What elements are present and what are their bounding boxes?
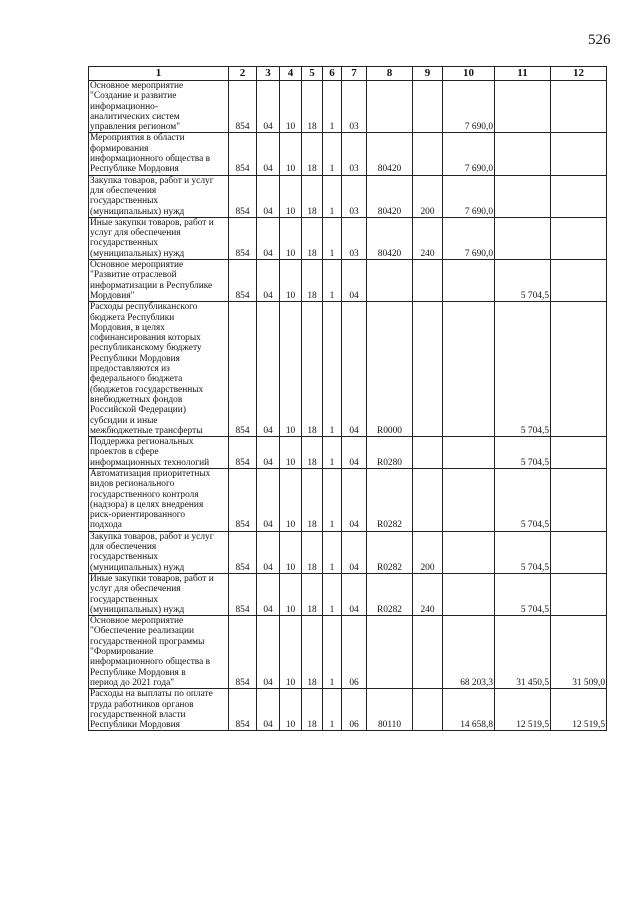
grbs-code: 854 xyxy=(229,260,257,302)
table-row xyxy=(89,217,607,259)
direction-code xyxy=(367,81,413,133)
section-code: 04 xyxy=(257,531,280,573)
table-row xyxy=(89,573,607,615)
program-code: 18 xyxy=(302,260,323,302)
subprogram-code: 1 xyxy=(323,133,342,175)
event-code: 03 xyxy=(342,133,367,175)
column-header: 6 xyxy=(323,67,342,81)
table-row xyxy=(89,531,607,573)
amount-2021 xyxy=(551,175,607,217)
direction-code: R0282 xyxy=(367,468,413,531)
program-code: 18 xyxy=(302,616,323,689)
amount-2019 xyxy=(443,437,495,469)
grbs-code: 854 xyxy=(229,437,257,469)
column-header: 4 xyxy=(280,67,302,81)
row-name: Мероприятия в области формирования информационного общества в Республике Мордовия xyxy=(89,133,229,175)
column-header: 9 xyxy=(413,67,443,81)
subsection-code: 10 xyxy=(280,616,302,689)
amount-2020: 5 704,5 xyxy=(495,573,551,615)
expense-type-code xyxy=(413,468,443,531)
subsection-code: 10 xyxy=(280,133,302,175)
row-name: Иные закупки товаров, работ и услуг для обеспечения государственных (муниципальных) нужд xyxy=(89,217,229,259)
expense-type-code: 240 xyxy=(413,217,443,259)
subsection-code: 10 xyxy=(280,217,302,259)
amount-2020: 5 704,5 xyxy=(495,302,551,437)
expense-type-code xyxy=(413,260,443,302)
row-name: Иные закупки товаров, работ и услуг для обеспечения государственных (муниципальных) нужд xyxy=(89,573,229,615)
page-number: 526 xyxy=(588,32,611,48)
row-name: Расходы республиканского бюджета Республики Мордовия, в целях софинансирования которых республиканскому бюджету Республики Мордовия предоставляются из федерального бюджета (бюджетов государственных внебюджетных фондов Российской Федерации) субсидии и иные межбюджетные трансферты xyxy=(89,302,229,437)
amount-2020: 31 450,5 xyxy=(495,616,551,689)
expense-type-code: 200 xyxy=(413,175,443,217)
program-code: 18 xyxy=(302,133,323,175)
column-header: 2 xyxy=(229,67,257,81)
column-header: 5 xyxy=(302,67,323,81)
expense-type-code xyxy=(413,616,443,689)
grbs-code: 854 xyxy=(229,217,257,259)
table-row xyxy=(89,81,607,133)
table-row xyxy=(89,437,607,469)
grbs-code: 854 xyxy=(229,468,257,531)
amount-2021 xyxy=(551,531,607,573)
program-code: 18 xyxy=(302,81,323,133)
grbs-code: 854 xyxy=(229,689,257,731)
subsection-code: 10 xyxy=(280,468,302,531)
event-code: 04 xyxy=(342,573,367,615)
grbs-code: 854 xyxy=(229,573,257,615)
table-row xyxy=(89,133,607,175)
direction-code: 80420 xyxy=(367,217,413,259)
section-code: 04 xyxy=(257,573,280,615)
column-header: 10 xyxy=(443,67,495,81)
subprogram-code: 1 xyxy=(323,531,342,573)
column-header: 1 xyxy=(89,67,229,81)
subprogram-code: 1 xyxy=(323,302,342,437)
subsection-code: 10 xyxy=(280,175,302,217)
amount-2019: 14 658,8 xyxy=(443,689,495,731)
row-name: Поддержка региональных проектов в сфере информационных технологий xyxy=(89,437,229,469)
event-code: 04 xyxy=(342,531,367,573)
table-row xyxy=(89,616,607,689)
amount-2020 xyxy=(495,133,551,175)
column-header: 3 xyxy=(257,67,280,81)
subsection-code: 10 xyxy=(280,437,302,469)
amount-2020 xyxy=(495,81,551,133)
subprogram-code: 1 xyxy=(323,260,342,302)
subsection-code: 10 xyxy=(280,302,302,437)
subprogram-code: 1 xyxy=(323,573,342,615)
row-name: Автоматизация приоритетных видов регионального государственного контроля (надзора) в целях внедрения риск-ориентированного подхода xyxy=(89,468,229,531)
amount-2021 xyxy=(551,302,607,437)
section-code: 04 xyxy=(257,81,280,133)
amount-2020: 5 704,5 xyxy=(495,437,551,469)
expense-type-code xyxy=(413,689,443,731)
section-code: 04 xyxy=(257,133,280,175)
section-code: 04 xyxy=(257,689,280,731)
table-row xyxy=(89,260,607,302)
column-header: 11 xyxy=(495,67,551,81)
amount-2019: 7 690,0 xyxy=(443,81,495,133)
amount-2021: 31 509,0 xyxy=(551,616,607,689)
program-code: 18 xyxy=(302,217,323,259)
row-name: Закупка товаров, работ и услуг для обеспечения государственных (муниципальных) нужд xyxy=(89,175,229,217)
grbs-code: 854 xyxy=(229,302,257,437)
section-code: 04 xyxy=(257,616,280,689)
grbs-code: 854 xyxy=(229,81,257,133)
program-code: 18 xyxy=(302,531,323,573)
amount-2019: 7 690,0 xyxy=(443,175,495,217)
subprogram-code: 1 xyxy=(323,81,342,133)
expense-type-code: 240 xyxy=(413,573,443,615)
direction-code: 80420 xyxy=(367,133,413,175)
column-header: 8 xyxy=(367,67,413,81)
program-code: 18 xyxy=(302,175,323,217)
event-code: 03 xyxy=(342,81,367,133)
budget-table xyxy=(88,66,607,731)
section-code: 04 xyxy=(257,302,280,437)
table-header-row xyxy=(89,67,607,81)
subsection-code: 10 xyxy=(280,573,302,615)
subprogram-code: 1 xyxy=(323,217,342,259)
subsection-code: 10 xyxy=(280,531,302,573)
subprogram-code: 1 xyxy=(323,616,342,689)
event-code: 06 xyxy=(342,689,367,731)
expense-type-code xyxy=(413,133,443,175)
expense-type-code xyxy=(413,81,443,133)
amount-2020 xyxy=(495,217,551,259)
grbs-code: 854 xyxy=(229,133,257,175)
table-row xyxy=(89,302,607,437)
amount-2019 xyxy=(443,302,495,437)
amount-2019: 7 690,0 xyxy=(443,133,495,175)
table-row xyxy=(89,175,607,217)
amount-2020: 5 704,5 xyxy=(495,468,551,531)
direction-code: R0282 xyxy=(367,573,413,615)
event-code: 04 xyxy=(342,302,367,437)
subprogram-code: 1 xyxy=(323,689,342,731)
amount-2019: 7 690,0 xyxy=(443,217,495,259)
grbs-code: 854 xyxy=(229,616,257,689)
direction-code xyxy=(367,260,413,302)
direction-code: 80110 xyxy=(367,689,413,731)
section-code: 04 xyxy=(257,260,280,302)
subsection-code: 10 xyxy=(280,260,302,302)
table-row xyxy=(89,468,607,531)
program-code: 18 xyxy=(302,689,323,731)
amount-2019 xyxy=(443,260,495,302)
amount-2021 xyxy=(551,468,607,531)
grbs-code: 854 xyxy=(229,531,257,573)
section-code: 04 xyxy=(257,217,280,259)
row-name: Основное мероприятие "Обеспечение реализации государственной программы "Формирование информационного общества в Республике Мордовия в период до 2021 года" xyxy=(89,616,229,689)
table-row xyxy=(89,689,607,731)
amount-2021 xyxy=(551,133,607,175)
subprogram-code: 1 xyxy=(323,437,342,469)
subprogram-code: 1 xyxy=(323,468,342,531)
amount-2020: 5 704,5 xyxy=(495,531,551,573)
program-code: 18 xyxy=(302,302,323,437)
amount-2019 xyxy=(443,531,495,573)
section-code: 04 xyxy=(257,468,280,531)
program-code: 18 xyxy=(302,437,323,469)
column-header: 7 xyxy=(342,67,367,81)
amount-2021: 12 519,5 xyxy=(551,689,607,731)
amount-2020 xyxy=(495,175,551,217)
event-code: 03 xyxy=(342,175,367,217)
amount-2021 xyxy=(551,260,607,302)
table-body xyxy=(89,81,607,731)
expense-type-code xyxy=(413,437,443,469)
amount-2021 xyxy=(551,437,607,469)
amount-2020: 12 519,5 xyxy=(495,689,551,731)
subsection-code: 10 xyxy=(280,81,302,133)
event-code: 04 xyxy=(342,260,367,302)
row-name: Основное мероприятие "Развитие отраслевой информатизации в Республике Мордовия" xyxy=(89,260,229,302)
direction-code: R0000 xyxy=(367,302,413,437)
row-name: Основное мероприятие "Создание и развитие информационно- аналитических систем управления регионом" xyxy=(89,81,229,133)
expense-type-code: 200 xyxy=(413,531,443,573)
amount-2019: 68 203,3 xyxy=(443,616,495,689)
row-name: Расходы на выплаты по оплате труда работников органов государственной власти Республики Мордовия xyxy=(89,689,229,731)
amount-2019 xyxy=(443,468,495,531)
section-code: 04 xyxy=(257,437,280,469)
event-code: 04 xyxy=(342,468,367,531)
section-code: 04 xyxy=(257,175,280,217)
column-header: 12 xyxy=(551,67,607,81)
subsection-code: 10 xyxy=(280,689,302,731)
amount-2019 xyxy=(443,573,495,615)
program-code: 18 xyxy=(302,573,323,615)
direction-code: R0280 xyxy=(367,437,413,469)
event-code: 06 xyxy=(342,616,367,689)
expense-type-code xyxy=(413,302,443,437)
event-code: 04 xyxy=(342,437,367,469)
program-code: 18 xyxy=(302,468,323,531)
row-name: Закупка товаров, работ и услуг для обеспечения государственных (муниципальных) нужд xyxy=(89,531,229,573)
amount-2020: 5 704,5 xyxy=(495,260,551,302)
grbs-code: 854 xyxy=(229,175,257,217)
direction-code: 80420 xyxy=(367,175,413,217)
direction-code xyxy=(367,616,413,689)
amount-2021 xyxy=(551,81,607,133)
direction-code: R0282 xyxy=(367,531,413,573)
amount-2021 xyxy=(551,217,607,259)
subprogram-code: 1 xyxy=(323,175,342,217)
amount-2021 xyxy=(551,573,607,615)
event-code: 03 xyxy=(342,217,367,259)
